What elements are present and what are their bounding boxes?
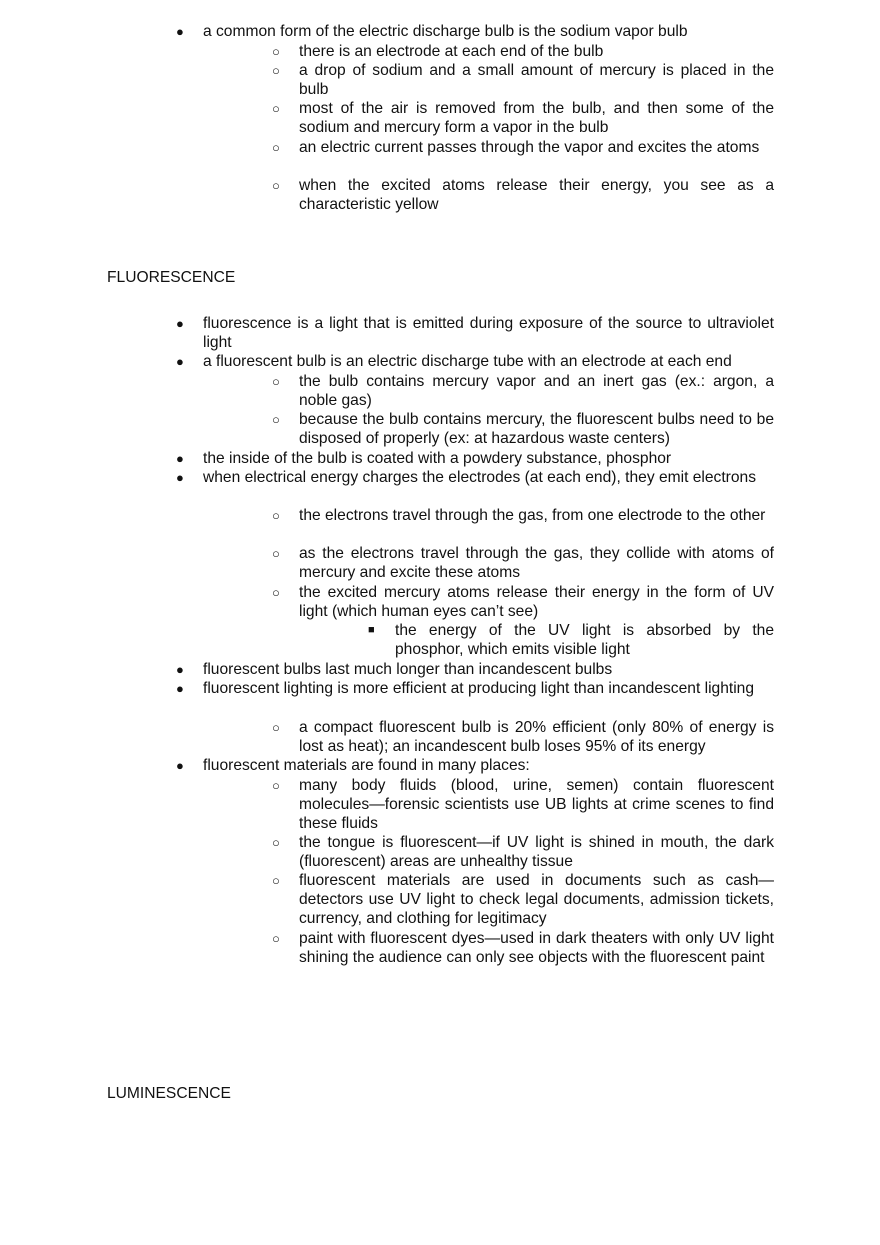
square-bullet-icon: ■ <box>368 624 375 636</box>
list-item <box>176 660 774 679</box>
list-item <box>272 176 774 214</box>
list-item-text: a compact fluorescent bulb is 20% efficient (only 80% of energy is lost as heat); an incandescent bulb loses 95% of its energy <box>299 719 774 756</box>
list-item-text: the bulb contains mercury vapor and an inert gas (ex.: argon, a noble gas) <box>299 373 774 410</box>
list-item-text: when electrical energy charges the electrodes (at each end), they emit electrons <box>203 469 757 486</box>
hollow-circle-bullet-icon: ○ <box>272 585 280 600</box>
list-item-text: a drop of sodium and a small amount of mercury is placed in the bulb <box>299 62 774 99</box>
list-item <box>272 61 774 99</box>
list-item-text: many body fluids (blood, urine, semen) contain fluorescent molecules—forensic scientists use UB lights at crime scenes to find these fluids <box>299 777 774 833</box>
list-item-text: a common form of the electric discharge bulb is the sodium vapor bulb <box>203 23 688 40</box>
list-item <box>272 138 774 157</box>
list-item-text: there is an electrode at each end of the bulb <box>299 43 604 60</box>
list-item <box>272 410 774 448</box>
hollow-circle-bullet-icon: ○ <box>272 101 280 116</box>
hollow-circle-bullet-icon: ○ <box>272 835 280 850</box>
list-item <box>176 468 774 487</box>
list-item <box>176 449 774 468</box>
list-item <box>272 929 774 967</box>
hollow-circle-bullet-icon: ○ <box>272 778 280 793</box>
list-item-text: paint with fluorescent dyes—used in dark theaters with only UV light shining the audience can only see objects with the fluorescent paint <box>299 930 774 967</box>
list-item-text: fluorescence is a light that is emitted during exposure of the source to ultraviolet light <box>203 315 774 352</box>
bullet-icon: ● <box>176 24 184 39</box>
list-item-text: most of the air is removed from the bulb, and then some of the sodium and mercury form a vapor in the bulb <box>299 100 774 137</box>
hollow-circle-bullet-icon: ○ <box>272 508 280 523</box>
list-item <box>176 679 774 698</box>
list-item <box>272 42 774 61</box>
list-item-text: because the bulb contains mercury, the fluorescent bulbs need to be disposed of properly (ex: at hazardous waste centers) <box>299 411 774 448</box>
list-item-text: the inside of the bulb is coated with a powdery substance, phosphor <box>203 450 672 467</box>
hollow-circle-bullet-icon: ○ <box>272 140 280 155</box>
list-item <box>272 718 774 756</box>
bullet-icon: ● <box>176 451 184 466</box>
list-item <box>176 22 774 41</box>
list-item <box>176 756 774 775</box>
hollow-circle-bullet-icon: ○ <box>272 931 280 946</box>
list-item <box>272 871 774 929</box>
list-item-text: a fluorescent bulb is an electric discharge tube with an electrode at each end <box>203 353 732 370</box>
list-item <box>272 544 774 582</box>
list-item-text: an electric current passes through the vapor and excites the atoms <box>299 139 760 156</box>
hollow-circle-bullet-icon: ○ <box>272 873 280 888</box>
bullet-icon: ● <box>176 470 184 485</box>
section-heading: LUMINESCENCE <box>107 1085 231 1102</box>
bullet-icon: ● <box>176 758 184 773</box>
list-item <box>272 776 774 834</box>
hollow-circle-bullet-icon: ○ <box>272 374 280 389</box>
hollow-circle-bullet-icon: ○ <box>272 412 280 427</box>
list-item-text: the electrons travel through the gas, from one electrode to the other <box>299 507 766 524</box>
list-item-text: fluorescent bulbs last much longer than incandescent bulbs <box>203 661 613 678</box>
bullet-icon: ● <box>176 681 184 696</box>
bullet-icon: ● <box>176 316 184 331</box>
list-item <box>176 314 774 352</box>
list-item <box>272 99 774 137</box>
hollow-circle-bullet-icon: ○ <box>272 44 280 59</box>
hollow-circle-bullet-icon: ○ <box>272 63 280 78</box>
section-heading: FLUORESCENCE <box>107 269 236 286</box>
hollow-circle-bullet-icon: ○ <box>272 178 280 193</box>
list-item-text: the energy of the UV light is absorbed by the phosphor, which emits visible light <box>395 622 774 659</box>
list-item-text: when the excited atoms release their energy, you see as a characteristic yellow <box>299 177 774 214</box>
list-item <box>272 506 774 525</box>
list-item <box>368 621 774 659</box>
list-item-text: the tongue is fluorescent—if UV light is shined in mouth, the dark (fluorescent) areas are unhealthy tissue <box>299 834 774 871</box>
list-item <box>176 352 774 371</box>
list-item <box>272 833 774 871</box>
list-item-text: fluorescent materials are used in documents such as cash—detectors use UV light to check legal documents, admission tickets, currency, and clothing for legitimacy <box>299 872 774 928</box>
list-item-text: fluorescent lighting is more efficient at producing light than incandescent lighting <box>203 680 755 697</box>
list-item <box>272 372 774 410</box>
hollow-circle-bullet-icon: ○ <box>272 546 280 561</box>
list-item <box>272 583 774 621</box>
list-item-text: the excited mercury atoms release their energy in the form of UV light (which human eyes can’t see) <box>299 584 774 621</box>
list-item-text: fluorescent materials are found in many places: <box>203 757 530 774</box>
list-item-text: as the electrons travel through the gas, they collide with atoms of mercury and excite these atoms <box>299 545 774 582</box>
bullet-icon: ● <box>176 354 184 369</box>
bullet-icon: ● <box>176 662 184 677</box>
hollow-circle-bullet-icon: ○ <box>272 720 280 735</box>
